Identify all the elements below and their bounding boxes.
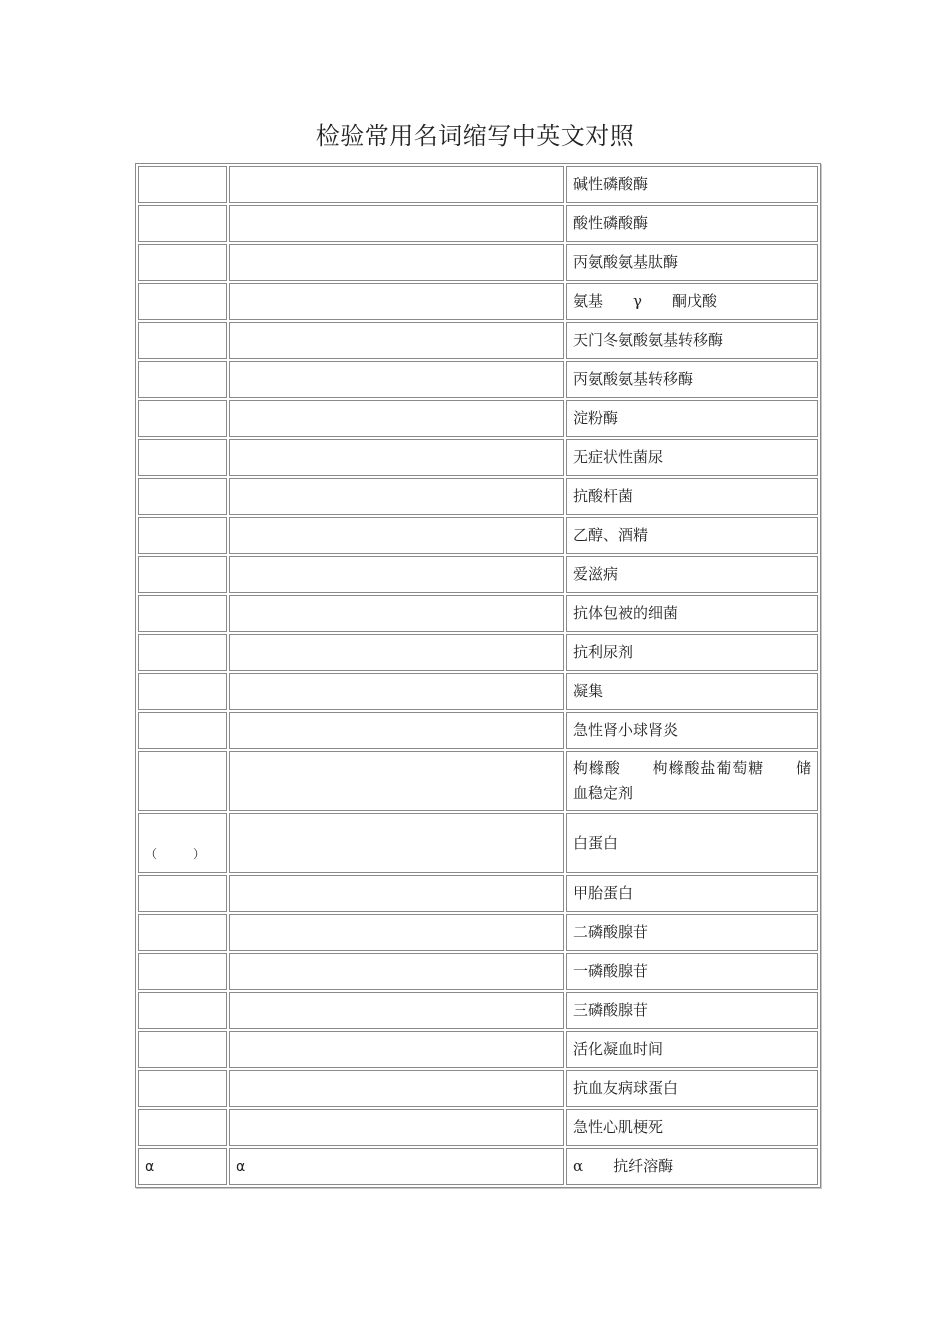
chinese-cell <box>566 992 818 1029</box>
chinese-text: 无症状性菌尿 <box>573 448 664 466</box>
table-row <box>138 751 818 811</box>
chinese-cell <box>566 1070 818 1107</box>
english-cell <box>229 322 564 359</box>
chinese-text: 枸橼酸 枸橼酸盐葡萄糖 储血稳定剂 <box>573 759 811 802</box>
abbreviation-text: （ ） <box>145 846 206 861</box>
abbreviation-cell <box>138 361 227 398</box>
table-row <box>138 875 818 912</box>
chinese-cell <box>566 1109 818 1146</box>
table-row <box>138 1070 818 1107</box>
english-cell <box>229 712 564 749</box>
chinese-cell <box>566 361 818 398</box>
abbreviation-cell <box>138 1031 227 1068</box>
table-row <box>138 595 818 632</box>
table-row <box>138 517 818 554</box>
english-cell <box>229 1148 564 1185</box>
chinese-cell <box>566 673 818 710</box>
chinese-text: 急性心肌梗死 <box>573 1118 664 1136</box>
chinese-text: 丙氨酸氨基转移酶 <box>573 370 694 388</box>
table-row <box>138 914 818 951</box>
chinese-cell <box>566 400 818 437</box>
abbreviation-cell <box>138 673 227 710</box>
english-cell <box>229 953 564 990</box>
chinese-text: 抗酸杆菌 <box>573 487 634 505</box>
chinese-cell <box>566 205 818 242</box>
page-title: 检验常用名词缩写中英文对照 <box>315 122 635 150</box>
english-cell <box>229 517 564 554</box>
english-cell <box>229 361 564 398</box>
abbreviation-cell <box>138 634 227 671</box>
chinese-text: 乙醇、酒精 <box>573 526 649 544</box>
english-cell <box>229 283 564 320</box>
chinese-text: 一磷酸腺苷 <box>573 962 649 980</box>
table-row <box>138 205 818 242</box>
abbreviation-cell <box>138 1148 227 1185</box>
abbreviation-cell <box>138 205 227 242</box>
chinese-cell <box>566 439 818 476</box>
abbreviation-cell <box>138 283 227 320</box>
chinese-cell <box>566 1148 818 1185</box>
english-cell <box>229 595 564 632</box>
english-cell <box>229 1070 564 1107</box>
table-row <box>138 361 818 398</box>
english-cell <box>229 751 564 811</box>
chinese-text: 抗血友病球蛋白 <box>573 1079 679 1097</box>
chinese-text: 白蛋白 <box>573 833 619 852</box>
abbreviation-cell <box>138 992 227 1029</box>
chinese-cell <box>566 634 818 671</box>
chinese-cell <box>566 875 818 912</box>
abbreviation-cell <box>138 751 227 811</box>
table-row <box>138 439 818 476</box>
table-row <box>138 166 818 203</box>
chinese-text: 淀粉酶 <box>573 409 619 427</box>
chinese-text: 二磷酸腺苷 <box>573 923 649 941</box>
abbreviation-cell <box>138 439 227 476</box>
chinese-text: 三磷酸腺苷 <box>573 1001 649 1019</box>
table-row <box>138 400 818 437</box>
table-row <box>138 712 818 749</box>
abbreviation-cell <box>138 914 227 951</box>
chinese-cell <box>566 478 818 515</box>
abbreviation-cell <box>138 400 227 437</box>
table-row <box>138 322 818 359</box>
table-row <box>138 556 818 593</box>
chinese-text: 抗利尿剂 <box>573 643 634 661</box>
chinese-text: 丙氨酸氨基肽酶 <box>573 253 679 271</box>
table-row <box>138 478 818 515</box>
chinese-cell <box>566 244 818 281</box>
chinese-cell <box>566 322 818 359</box>
chinese-text: 急性肾小球肾炎 <box>573 721 679 739</box>
table-row <box>138 283 818 320</box>
chinese-cell <box>566 813 818 873</box>
table-row <box>138 1148 818 1185</box>
abbreviation-cell <box>138 712 227 749</box>
english-cell <box>229 478 564 515</box>
chinese-cell <box>566 283 818 320</box>
english-cell <box>229 205 564 242</box>
abbreviation-cell <box>138 875 227 912</box>
english-cell <box>229 813 564 873</box>
table-row <box>138 244 818 281</box>
abbreviation-cell <box>138 556 227 593</box>
english-cell <box>229 439 564 476</box>
table-row <box>138 992 818 1029</box>
table-row <box>138 673 818 710</box>
table-row <box>138 953 818 990</box>
english-cell <box>229 992 564 1029</box>
english-cell <box>229 875 564 912</box>
table-row <box>138 813 818 873</box>
chinese-cell <box>566 914 818 951</box>
chinese-text: 抗体包被的细菌 <box>573 604 679 622</box>
english-cell <box>229 1031 564 1068</box>
chinese-cell <box>566 1031 818 1068</box>
chinese-text: 酸性磷酸酶 <box>573 214 649 232</box>
chinese-cell <box>566 166 818 203</box>
english-cell <box>229 166 564 203</box>
table-row <box>138 634 818 671</box>
chinese-text: α 抗纤溶酶 <box>573 1157 674 1175</box>
abbreviation-cell <box>138 478 227 515</box>
chinese-cell <box>566 751 818 811</box>
english-cell <box>229 1109 564 1146</box>
english-cell <box>229 556 564 593</box>
abbreviation-cell <box>138 517 227 554</box>
chinese-text: 碱性磷酸酶 <box>573 175 649 193</box>
abbreviation-table <box>135 163 821 1188</box>
english-cell <box>229 634 564 671</box>
chinese-text: 天门冬氨酸氨基转移酶 <box>573 331 724 349</box>
chinese-text: 氨基 γ 酮戊酸 <box>573 292 717 310</box>
english-cell <box>229 400 564 437</box>
abbreviation-cell <box>138 166 227 203</box>
abbreviation-cell <box>138 595 227 632</box>
english-cell <box>229 914 564 951</box>
abbreviation-cell <box>138 322 227 359</box>
table-row <box>138 1031 818 1068</box>
abbreviation-cell <box>138 953 227 990</box>
english-cell <box>229 244 564 281</box>
abbreviation-cell <box>138 1109 227 1146</box>
chinese-cell <box>566 712 818 749</box>
english-cell <box>229 673 564 710</box>
chinese-cell <box>566 517 818 554</box>
abbreviation-text: α <box>145 1158 155 1175</box>
chinese-cell <box>566 953 818 990</box>
chinese-text: 活化凝血时间 <box>573 1040 664 1058</box>
abbreviation-cell <box>138 813 227 873</box>
english-text: α <box>236 1158 246 1175</box>
abbreviation-cell <box>138 1070 227 1107</box>
chinese-cell <box>566 595 818 632</box>
chinese-text: 甲胎蛋白 <box>573 884 634 902</box>
chinese-text: 凝集 <box>573 682 604 700</box>
chinese-cell <box>566 556 818 593</box>
chinese-text: 爱滋病 <box>573 565 619 583</box>
abbreviation-cell <box>138 244 227 281</box>
table-row <box>138 1109 818 1146</box>
